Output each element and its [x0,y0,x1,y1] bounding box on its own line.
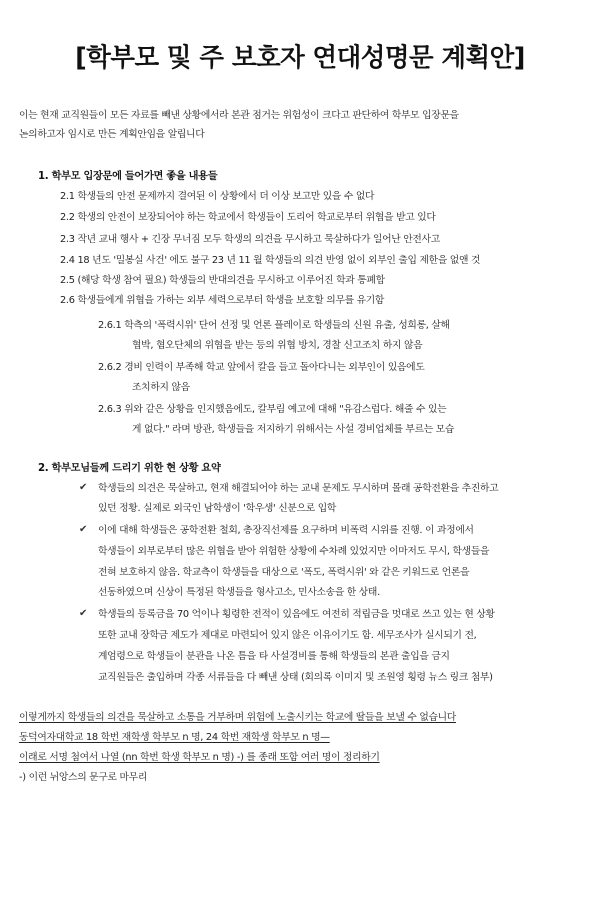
document-title: [학부모 및 주 보호자 연대성명문 계획안] [75,43,525,73]
section2-bullet-line: 학생들의 의견은 묵살하고, 현재 해결되어야 하는 교내 문제도 무시하며 몰래 공학전환을 추진하고 [98,483,499,494]
section2-bullet-line: 전혀 보호하지 않음. 학교측이 학생들을 대상으로 '폭도, 폭력시위' 와 같은 키워드로 언론을 [98,567,470,578]
section1-subitem: 2.6.1 학측의 '폭력시위' 단어 선정 및 언론 플레이로 학생들의 신원 유출, 성희롱, 살해 [98,320,450,331]
section1-item: 2.6 학생들에게 위협을 가하는 외부 세력으로부터 학생을 보호할 의무를 유기함 [60,295,385,306]
section2-bullet-line: 계엄령으로 학생들이 분관을 나온 틈을 타 사설경비를 통해 학생들의 본관 출입을 금지 [98,651,450,662]
section1-subitem-cont: 게 없다." 라며 방관, 학생들을 저지하기 위해서는 사설 경비업체를 부르는 모습 [132,424,455,435]
section2-bullet-line: 학생들의 등록금을 70 억이나 횡령한 전적이 있음에도 여전히 적립금을 멋대로 쓰고 있는 현 상황 [98,609,495,620]
check-icon: ✔ [79,608,88,619]
section1-item: 2.1 학생들의 안전 문제까지 결여된 이 상황에서 더 이상 보고만 있을 수 없다 [60,191,375,202]
closing-line: 이래로 서명 첨여서 나열 (nn 학번 학생 학부모 n 명) -) 를 종래 또함 여러 명이 정리하기 [19,752,380,763]
section2-bullet-line: 있던 정황. 실제로 외국인 남학생이 '학우생' 신분으로 입학 [98,503,337,514]
closing-line: 동덕여자대학교 18 학번 재학생 학부모 n 명, 24 학번 재학생 학부모 n 명— [19,732,330,743]
section2-bullet-line: 선동하였으며 신상이 특정된 학생들을 형사고소, 민사소송을 한 상태. [98,587,380,598]
section1-item: 2.5 (해당 학생 참여 필요) 학생들의 반대의견을 무시하고 이루어진 학과 통폐합 [60,275,385,286]
section1-item: 2.3 작년 교내 행사 + 긴장 무너짐 모두 학생의 의견을 무시하고 묵살하다가 일어난 안전사고 [60,234,440,245]
section1-subitem-cont: 조치하지 않음 [132,382,190,393]
section1-subitem: 2.6.2 경비 인력이 부족해 학교 앞에서 칼을 들고 돌아다니는 외부인이 있음에도 [98,362,425,373]
check-icon: ✔ [79,482,88,493]
intro-line: 이는 현재 교직원들이 모든 자료를 빼낸 상황에서라 본관 점거는 위험성이 크다고 판단하여 학부모 입장문을 [19,110,459,121]
section1-subitem: 2.6.3 위와 같은 상황을 인지했음에도, 칼부림 예고에 대해 "유감스럽다. 해줄 수 있는 [98,404,447,415]
section1-subitem-cont: 협박, 혐오단체의 위협을 받는 등의 위협 방치, 경찰 신고조치 하지 않음 [132,340,423,351]
section1-heading: 1. 학부모 입장문에 들어가면 좋을 내용들 [38,171,218,182]
section2-heading: 2. 학부모님들께 드리기 위한 현 상황 요약 [38,463,221,474]
section2-bullet-line: 학생들이 외부로부터 많은 위협을 받아 위험한 상황에 수차례 있었지만 이마저도 무시, 학생들을 [98,546,490,557]
section2-bullet-line: 교직원들은 출입하며 각종 서류들을 다 빼낸 상태 (회의록 이미지 및 조원영 횡령 뉴스 링크 첨부) [98,672,493,683]
section2-bullet-line: 또한 교내 장학금 제도가 제대로 마련되어 있지 않은 이유이기도 함. 세무조사가 실시되기 전, [98,630,477,641]
section1-item: 2.2 학생의 안전이 보장되어야 하는 학교에서 학생들이 도리어 학교로부터 위협을 받고 있다 [60,212,436,223]
intro-line: 논의하고자 임시로 만든 계획안임을 알립니다 [19,129,205,140]
section1-item: 2.4 18 년도 '밀봉실 사건' 에도 불구 23 년 11 월 학생들의 의견 반영 없이 외부인 출입 제한을 없앤 것 [60,255,481,266]
closing-line: 이렇게까지 학생들의 의견을 묵살하고 소통을 거부하며 위험에 노출시키는 학교에 딸들을 보낼 수 없습니다 [19,712,456,723]
closing-line: -) 이런 뉘앙스의 문구로 마무리 [19,772,147,783]
section2-bullet-line: 이에 대해 학생들은 공학전환 철회, 총장직선제를 요구하며 비폭력 시위를 진행. 이 과정에서 [98,525,474,536]
check-icon: ✔ [79,524,88,535]
